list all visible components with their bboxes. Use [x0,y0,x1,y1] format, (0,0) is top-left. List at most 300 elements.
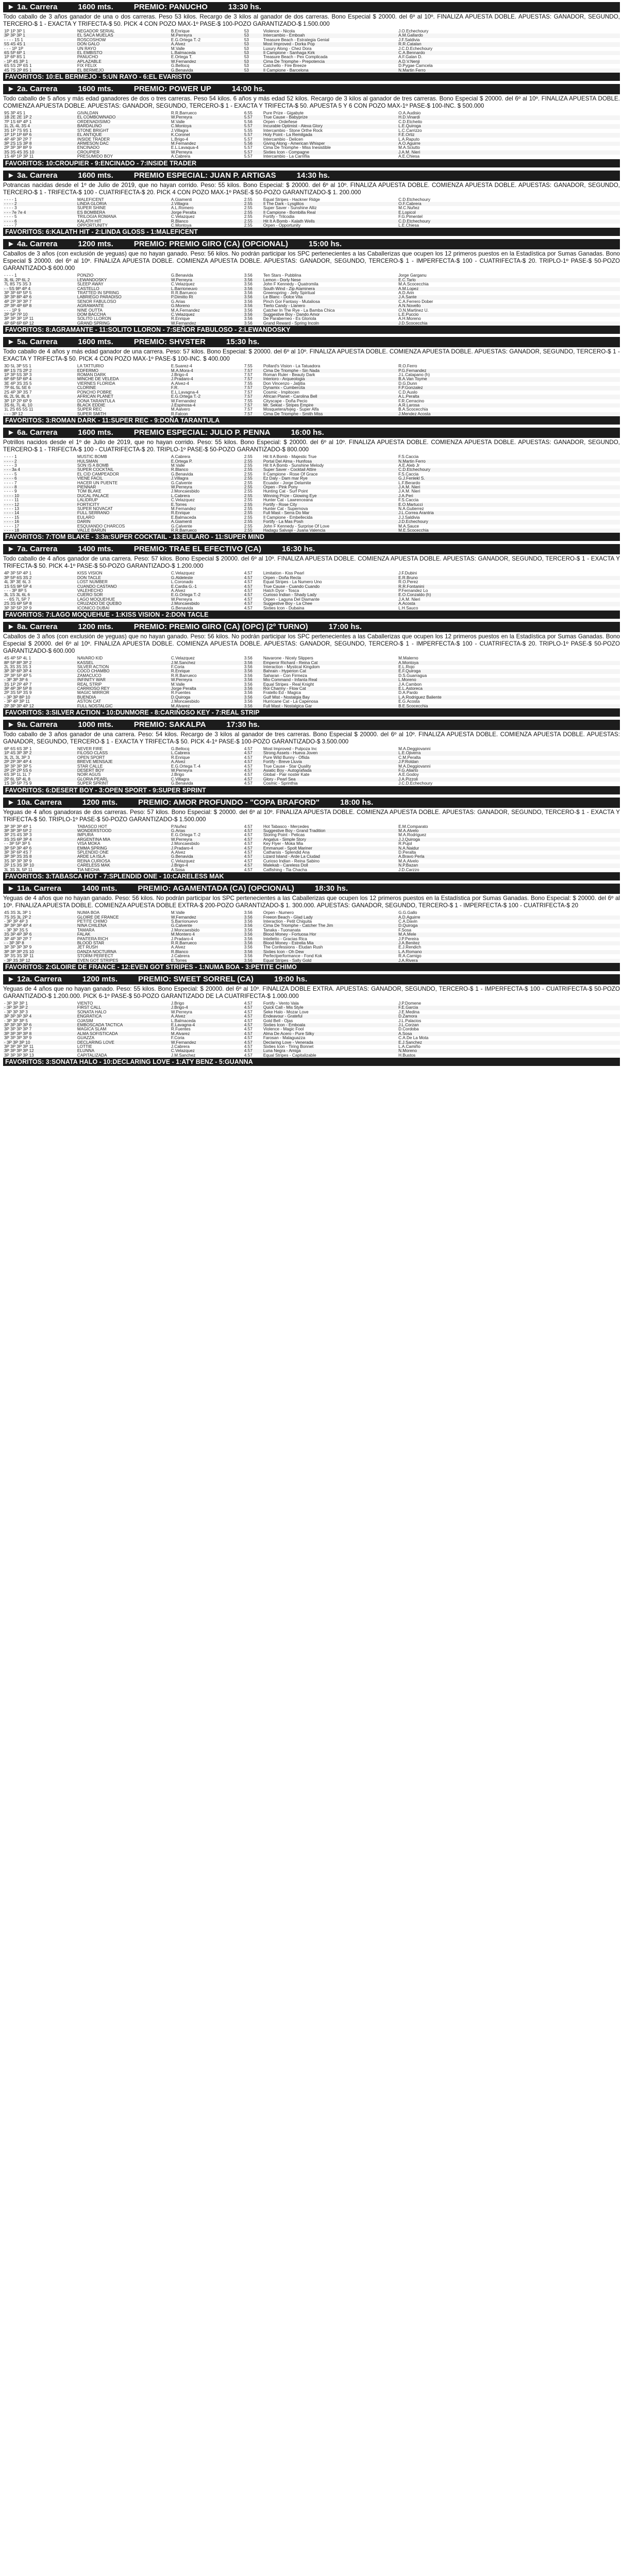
weight: 3.56 [243,295,262,299]
table-row [3,38,620,42]
race-conditions: Todo caballo de 3 años ganador de una o dos carreras. Peso 53 kilos. Recargo de 3 kilos al ganador de dos carreras. Bono Especial $ 20000. del 6º al 10º. FINALIZA APUESTA DOBLE. APUESTAS: GANADOR, SEGUNDO, TERCERO-$ 1 - EXACTA Y TRIFECTA-$ 50. PICK 4 CON POZO MAX-1º PASE-$ 100-POZO GARANTIZADO-$ 1.500.000 [3,13,620,27]
table-row [3,656,620,660]
weight: 4.57 [243,838,262,842]
horse-name: ENGRATICA [76,1014,170,1019]
race-time: 14:00 hs. [231,84,265,94]
jockey: G.Aldeleste [170,576,243,580]
weight: 2.55 [244,489,252,494]
past-performance: - - - - 11 [4,498,19,503]
horse-name: SUPER SPRINT [77,782,109,786]
race-distance: 1200 mts. [78,240,113,249]
weight: 3.56 [243,278,262,282]
horse-name: MUSTIC BOMB [77,455,107,460]
table-row [3,529,620,533]
trainer: F.E.Ortiz [397,133,620,137]
race-time: 13:30 hs. [228,3,262,11]
race-header [3,84,620,94]
horse-name: CLORINE [76,386,170,390]
past-performance: 3S 6L 7L 4L 10 [3,403,76,408]
weight: 5.57 [243,124,262,128]
race-section [3,239,620,334]
pedigree: Equal Stripes - Capitalizable [263,1053,316,1058]
jockey: A.Giamenti [171,197,192,202]
past-performance: 3P 3P 3P 1 [3,33,76,38]
jockey: J.Moncaesbido [170,602,243,606]
weight: 7.57 [244,373,252,378]
table-row [3,777,620,782]
trainer: E.R.Bruno [397,576,620,580]
past-performance: 7S 3S 3L 2P 2 [3,916,76,920]
jockey: E.L.Lavaqua-4 [171,146,199,150]
trainer: F.Sosa [398,928,412,933]
jockey: C.Velazquez [171,859,195,863]
jockey: W.Perreyra [170,678,243,682]
horse-name: COCO CHAMBO [76,669,170,673]
jockey: W.Perreyra [170,278,243,282]
horse-name: ES BOMBERA [76,211,170,215]
weight: 3.56 [243,950,262,954]
past-performance: - - - - 2 [3,460,76,464]
past-performance: 6P 6P 5P 6P 4 [3,377,76,381]
jockey: J.Moncaesbido [171,842,199,846]
trainer: A.E.Godoy [398,773,419,777]
jockey: L.Barrioneuvo [170,287,243,291]
race-conditions: Caballos de 3 años (con exclusión de yeguas) que no hayan ganado. Peso: 56 kilos. No podrán participar los SPC pertenecientes a las Caballerizas que ocupen los 12 primeros puestos en la Estadística por Sumas Ganadas. Bono Especial $ 20000. del 6º al 10º. FINALIZA APUESTA DOBLE. COMIENZA APUESTA DOBLE. APUESTAS: GANADOR, SEGUNDO, TERCERO-$ 1 - IMPERFECTA-$ 100 - CUATRIFECTA-$ 20. TRIPLO-1º PASE-$ 50-POZO GARANTIZADO-$ 600.000 [3,633,620,655]
weight: 2.55 [243,460,262,464]
jockey: J.Espinosa-4 [170,403,243,408]
pedigree: Luxury Along - Chez Dora [263,46,312,51]
table-row [3,863,620,868]
pedigree: Fortify - Breve Lluvia [262,760,397,764]
pedigree: Gulf Mist - Nostalgia Bay [262,696,397,700]
race-header [3,239,620,249]
weight: 4.57 [243,846,262,851]
table-row [3,391,620,395]
past-performance: - - - - 5 [4,472,17,477]
pedigree: Pure Prize - Gigabyte [263,111,304,116]
past-performance: - - 3P 5P 3P 5 [4,842,30,846]
horse-name: SUPER SMITH [76,412,170,416]
weight: 3.56 [244,954,252,959]
table-row [3,691,620,695]
pedigree: Luna Negra - Amiga [262,1049,397,1053]
table-row [3,1010,620,1014]
trainer: B.E.Scocecchia [397,704,620,708]
horse-name: SUPER NOVACAT [77,507,113,511]
table-row [3,309,620,313]
pedigree: Intercambio - Delicen [263,137,304,142]
trainer: A.O.Aguirre [397,142,620,146]
past-performance: 3P 3P 3S 3S 8 [3,855,76,859]
table-row [3,64,620,68]
pedigree: Il Campione - Embellecida [263,515,313,520]
trainer: M.A.Alvelo [398,859,419,863]
table-row [3,511,620,515]
jockey: A.Alvez-4 [171,381,189,386]
weight: 4.57 [244,1045,252,1049]
jockey: J.Brigo [171,1001,184,1006]
trainer: G.J.Fenlekl S. [397,477,620,481]
horse-name: LABRIEGO PARADISO [76,295,170,299]
horse-name: SILVER ACTION [77,665,109,669]
horse-name: ROMAN DARK [77,373,106,378]
horse-name: MAGICA SLAM [77,1027,107,1032]
past-performance: - 3P 3P 3S 5 [4,928,28,933]
table-row [3,150,620,155]
pedigree: Hit It A Bomb - Majestic True [263,455,317,460]
trainer: J.P.Pereira [398,937,419,941]
jockey: P.Dimitto Rt [170,295,243,299]
horse-name: CUANDO CASTAÑO [76,585,170,589]
past-performance: 2S 3S 6P 5P 8 [3,602,76,606]
table-row [3,51,620,55]
weight: 3.56 [243,661,262,665]
table-row [3,945,620,950]
weight: 4.57 [243,1041,262,1045]
table-row [3,916,620,920]
table-row [3,503,620,507]
horse-name: DOÑA TARANTULA [77,399,115,403]
jockey: A.L.Romero [171,206,194,211]
pedigree: The Confessions - Eludan Rush [263,945,323,950]
pedigree: Treasure Beach - Pex Complicada [263,55,328,60]
horse-name: ARDE LA ISLA [76,855,170,859]
race-distance: 1600 mts. [78,171,113,180]
weight: 4.57 [244,1010,252,1014]
past-performance: 1S 5S 9P 5P 4 [3,585,76,589]
weight: 4.57 [243,1006,262,1010]
horse-name: PIENNAR [76,485,170,489]
weight: 7.57 [244,390,252,395]
jockey: J.Moncaesbido [171,489,199,494]
jockey: R.R.Barrueco [170,529,243,533]
race-distance: 1600 mts. [78,3,113,11]
table-row [3,868,620,872]
weight: 2.55 [243,485,262,489]
table-row [3,924,620,928]
pedigree: John F Kennedy - Surprise Of Love [263,524,330,529]
jockey: F.Coria [171,665,184,669]
table-row [3,911,620,915]
horse-name: ZAMACUCO [77,673,102,678]
jockey: A.Alvez [170,1014,243,1019]
trainer: N.A.Naidur [397,846,620,851]
pedigree: Intercambio - Stone Orthe Rock [263,128,323,133]
horse-name: DECLARING LOVE [76,1041,170,1045]
past-performance: 3L 3S 3L 5P 11 [4,868,33,872]
trainer: M.A.Alvelo [397,829,620,833]
past-performance: - 3P 4P 3P 11 [4,700,30,704]
table-row [3,395,620,399]
race-distance: 1200 mts. [82,974,118,984]
jockey: E.Lavagna-4 [170,1023,243,1027]
race-number: 2a. Carrera [17,84,58,94]
past-performance: 3L 2L 3L 3P 3 [4,755,30,760]
past-performance: 3P 3P 3P 3P 4 [3,1014,76,1019]
horse-name: LAGO MOQUEHUE [77,597,115,602]
pedigree: Intercambio - La Carriñla [263,155,310,159]
jockey: A.Alvez [170,42,243,46]
past-performance: - - 3P 3P 8 [3,941,76,945]
pedigree: Catcher In The Rye - La Bamba Chica [263,308,335,313]
horse-name: GLORIA PEARL [76,777,170,782]
jockey: W.Fernandez [170,321,243,326]
jockey: G.Benavida [171,274,193,278]
trainer: H.D.Vinardi [397,115,620,120]
race-number: 11a. Carrera [17,884,61,893]
horse-name: VIENTO [77,1001,93,1006]
table-row [3,278,620,282]
weight: 4.57 [244,1019,252,1023]
horse-name: SUPER SHINE [77,206,106,211]
table-row [3,669,620,673]
weight: 3.56 [243,696,262,700]
trainer: J.P.Domene [398,1001,422,1006]
weight: 53 [244,55,249,60]
past-performance: 7L 8S 7S 3S 3 [4,282,31,287]
race-premio: PREMIO: PREMIO GIRO (CA) (OPCIONAL) [133,240,288,249]
race-arrow-icon: ► [7,545,18,554]
past-performance: 2S 4P 3P 3S 7 [4,390,32,395]
trainer: J.F.Saldivia [398,38,420,42]
past-performance: 3P 3S 3S 3P 11 [4,954,34,959]
table-row [3,950,620,954]
weight: 53 [244,38,249,42]
past-performance: - 3P 3P 3P 3 [4,1010,28,1014]
jockey: M.A.Mora-4 [170,369,243,373]
race-section [3,428,620,541]
table-row [3,211,620,215]
pedigree: Grand Reward - Spring Incoln [262,321,397,326]
weight: 53 [243,42,262,46]
trainer: P.G.Fernandez [397,369,620,373]
pedigree: Alma De Acero - Pure Silky [262,1032,397,1036]
past-performance: - - - - 6 [3,219,76,224]
table-row [3,455,620,459]
pedigree: Lizard Island - Arde La Ciudad [262,855,397,859]
horse-name: DOM BACCHA [76,313,170,317]
trainer: L.H.Sauco [398,606,418,611]
jockey: R.R.Barrueco [171,673,197,678]
table-row [3,399,620,403]
pedigree: Super Saver - Sunshine Alliz [263,206,317,211]
weight: 5.56 [243,142,262,146]
jockey: R.Enrique [171,755,190,760]
past-performance: 9S 3P 4S 1 [4,111,26,116]
past-performance: 3P 5P 6S 3S 2 [3,576,76,580]
pedigree: Full Mast - Serra Do Mar [262,511,397,515]
past-performance: - - - - 3 [4,463,17,468]
trainer: A.D.Aguirre [397,916,620,920]
past-performance: - - - - 15 [4,515,20,520]
past-performance: 4P 3P 5P 4P 1 [4,571,32,576]
jockey: G.Bellocq [171,747,190,751]
race-number: 9a. Carrera [17,720,58,729]
past-performance: - - - 7e 7e 4 [3,211,76,215]
table-row [3,941,620,945]
pedigree: Fortify - Trilcodia [263,215,295,219]
trainer: Jorge Garganu [398,274,427,278]
table-row [3,142,620,146]
horse-name: AFRICAN PLANET [76,395,170,399]
pedigree: Fortify - Vento Vala [263,1001,299,1006]
weight: 2.55 [243,494,262,498]
race-time: 17:30 hs. [226,720,260,729]
horse-name: BLACK EDDIE [76,403,170,408]
pedigree: Strong Assets - Hueva Joven [262,751,397,755]
weight: 2.55 [244,515,252,520]
horse-name: FIX FELIX [77,64,97,69]
past-performance: 3P 3P 6P 5P 5 [4,291,32,295]
jockey: P.Nuñez [171,824,187,829]
horse-name: GRAND SPRING [76,321,170,326]
table-row [3,704,620,708]
trainer: A.N.Novello [397,304,620,308]
pedigree: Roman Ruler - Beauty Dark [263,373,315,378]
past-performance: 2P 3S 5P 3S 9 [4,691,32,696]
jockey: W.Perreyra [170,769,243,773]
table-row [3,403,620,408]
table-row [3,1045,620,1049]
weight: 7.57 [243,377,262,381]
jockey: R.Enrique [170,669,243,673]
weight: 7.57 [243,369,262,373]
trainer: N.Martin Ferro [397,460,620,464]
horse-name: ARGENTINA MIA [76,838,170,842]
jockey: J.Villagra [171,128,189,133]
trainer: E.J.Rendich [398,945,422,950]
entries-table [3,656,620,708]
horse-name: SON IS A BOMB [77,463,109,468]
race-header [3,884,620,894]
pedigree: Malekab - Careless Doll [262,863,397,868]
past-performance: - - - - 16 [3,520,76,524]
race-number: 12a. Carrera [17,974,62,984]
weight: 3.56 [244,665,252,669]
horse-name: ALMA SOFISTICADA [76,1032,170,1036]
jockey: W.Fernandez [170,60,243,64]
past-performance: 3P 3P 3P 3P 6 [3,1023,76,1027]
jockey: C.Velazquez [171,656,195,661]
table-row [3,674,620,678]
pedigree: Ez Daly - Dam mar Rye [262,477,397,481]
trainer: F.R.Cerracino [398,399,425,403]
table-row [3,920,620,924]
table-row [3,1002,620,1006]
horse-name: SPLENDID ONE [77,851,109,855]
race-header [3,622,620,632]
past-performance: 3S 3S 4S 3S 10 [3,150,76,155]
weight: 4.57 [244,606,252,611]
weight: 4.57 [244,824,252,829]
horse-name: ICONICO DUBAI [77,606,110,611]
trainer: J.A.Cambon [398,682,422,687]
pedigree: Holy Point - La Remilgada [262,133,397,137]
trainer: J.L.Catapano (h) [398,373,430,378]
jockey: J.Moncaesbido [171,700,199,704]
pedigree: Emperor Richard - Reina Cat [262,661,397,665]
jockey: M.Montero 4 [170,933,243,937]
table-row [3,198,620,202]
pedigree: Hatch Dyor - Tosca [263,589,299,594]
jockey: E.G.Ortega T.-2 [171,833,201,838]
horse-name: CRUZADO DE QUEBO [76,602,170,606]
past-performance: 3S 3P 3P 3P 9 [4,859,32,863]
pedigree: Bahrain - Hyperion Cat [262,669,397,673]
horse-name: MAGIC MIRROR [77,691,110,696]
pedigree: Cima De Triomphe - Sin Nada [262,369,397,373]
favorites-bar: FAVORITOS: 7:TOM BLAKE - 3:3a:SUPER COCKTAIL - 13:EULARO - 11:SUPER MIND [3,533,620,541]
jockey: J.Brigo-4 [170,1006,243,1010]
pedigree: African Planet - Carolina Bell [262,395,397,399]
race-distance: 1200 mts. [78,622,113,632]
table-row [3,468,620,472]
trainer: A.D.Arin [398,291,414,295]
pedigree: Gold Bell - Ojas [263,1019,293,1023]
jockey: C.Velazquez [171,282,195,287]
jockey: C.Velazquez [171,571,195,576]
past-performance: 6S 3P 1L 1L 7 [4,773,31,777]
jockey: E.L.Lavagna-4 [171,390,199,395]
trainer: M.A.Sciutto [398,146,420,150]
weight: 3.56 [244,299,252,304]
past-performance: - - - - 1S 1 [4,38,23,42]
table-row [3,760,620,764]
table-row [3,321,620,326]
jockey: R.Fuentes [171,691,191,696]
weight: 2.55 [244,215,252,219]
table-row [3,498,620,502]
jockey: A.Cabrera [171,155,191,159]
past-performance: 6L 2L 9L 8L 8 [3,395,76,399]
past-performance: 3P 3P 3P 1P 11 [4,317,34,321]
horse-name: PETITE CHIMO [77,919,108,924]
trainer: A.M.Lopez [397,287,620,291]
table-row [3,602,620,606]
trainer: M.A.Sauce [398,524,419,529]
race-premio: PREMIO: SAKALPA [133,720,206,729]
trainer: F.P.Gonzalez [397,386,620,390]
race-header [3,171,620,181]
past-performance: 3P 3P 6P 3P 4 [3,669,76,673]
weight: 5.57 [244,146,252,150]
weight: 3.56 [243,959,262,963]
pedigree: Orpen - Opportunity [263,223,301,228]
past-performance: - 3P 3P 8P 10 [3,696,76,700]
race-header [3,2,620,12]
race-time: 15:30 hs. [226,337,260,347]
weight: 4.57 [244,773,252,777]
past-performance: - 3P 3P 3P 10 [3,1041,76,1045]
weight: 2.55 [243,477,262,481]
jockey: J.M.Sanchez [171,1053,196,1058]
horse-name: OJASIM [77,1019,93,1023]
pedigree: Catharsis - Splendid Ana [263,851,310,855]
horse-name: DESERT BOY [76,769,170,773]
trainer: J.A.Pizzoli [397,777,620,782]
past-performance: 3P 4P 3P 5P 8 [3,687,76,691]
jockey: W.Fernandez [170,916,243,920]
jockey: J.Moncaesbido [171,928,199,933]
horse-name: SONATA HALO [77,1010,107,1014]
trainer: D.Pygae Carncela [398,64,433,69]
pedigree: Cima De Triomphe - Catcher The Jim [262,924,397,928]
table-row [3,287,620,291]
table-row [3,1036,620,1040]
jockey: M.Alvarez [170,1032,243,1036]
past-performance: 3P 3P 3P 3P 9 [4,1036,32,1041]
trainer: E.C.Tarlo [397,278,620,282]
